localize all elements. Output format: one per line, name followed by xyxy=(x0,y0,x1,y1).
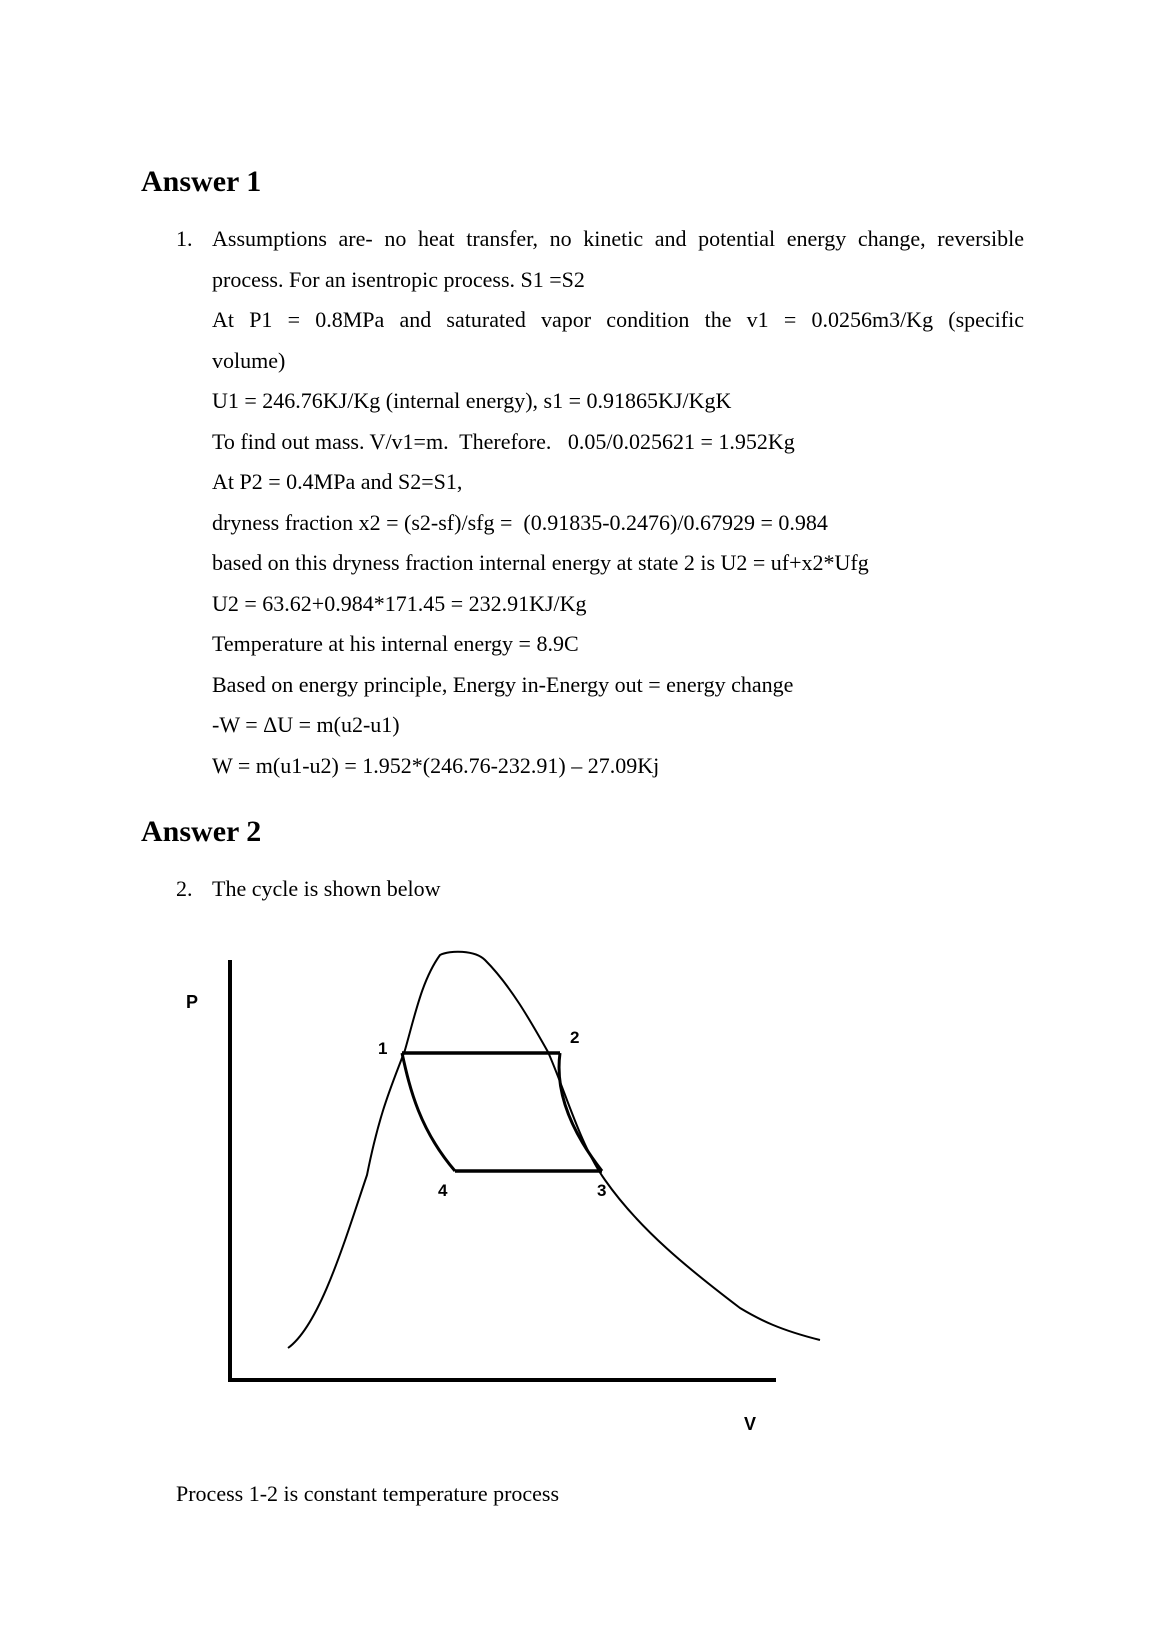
answer-1-line: based on this dryness fraction internal energy at state 2 is U2 = uf+x2*Ufg xyxy=(212,550,869,575)
answer-1-line: At P1 = 0.8MPa and saturated vapor condition the v1 = 0.0256m3/Kg (specific xyxy=(212,307,1024,332)
caption-text: Process 1-2 is constant temperature process xyxy=(176,1481,560,1506)
state-label-2: 2 xyxy=(570,1028,580,1047)
answer-1-line: At P2 = 0.4MPa and S2=S1, xyxy=(212,469,463,494)
pv-diagram xyxy=(170,930,830,1450)
axis-label-v: V xyxy=(744,1414,757,1434)
answer-2-heading: Answer 2 xyxy=(141,815,262,848)
answer-1-line: W = m(u1-u2) = 1.952*(246.76-232.91) – 27.09Kj xyxy=(212,752,660,778)
list-number-1: 1. xyxy=(176,226,193,251)
answer-1-line: -W = ΔU = m(u2-u1) xyxy=(212,712,400,737)
list-number-2: 2. xyxy=(176,876,193,901)
state-label-3: 3 xyxy=(597,1181,607,1200)
answer-1-line: U2 = 63.62+0.984*171.45 = 232.91KJ/Kg xyxy=(212,590,587,616)
answer-1-line: dryness fraction x2 = (s2-sf)/sfg = (0.91835-0.2476)/0.67929 = 0.984 xyxy=(212,509,828,535)
answer-1-heading: Answer 1 xyxy=(141,165,262,198)
answer-2-intro-text: The cycle is shown below xyxy=(212,876,441,901)
answer-1-line: Assumptions are- no heat transfer, no kinetic and potential energy change, reversible xyxy=(212,226,1024,251)
answer-1-line: Temperature at his internal energy = 8.9C xyxy=(212,631,579,656)
process-4-1-curve xyxy=(402,1053,455,1171)
axis-label-p: P xyxy=(186,992,199,1012)
answer-1-line: process. For an isentropic process. S1 =S2 xyxy=(212,266,585,292)
answer-1-line: Based on energy principle, Energy in-Energy out = energy change xyxy=(212,671,794,697)
answer-2-intro xyxy=(212,869,1024,910)
process-2-3-curve xyxy=(559,1053,602,1171)
saturation-dome xyxy=(288,952,820,1348)
state-label-1: 1 xyxy=(378,1039,388,1058)
answer-1-line: volume) xyxy=(212,347,286,373)
answer-1-line: To find out mass. V/v1=m. Therefore. 0.05/0.025621 = 1.952Kg xyxy=(212,428,795,454)
state-label-4: 4 xyxy=(438,1181,448,1200)
answer-1-line: U1 = 246.76KJ/Kg (internal energy), s1 = 0.91865KJ/KgK xyxy=(212,388,732,413)
answer-1-body xyxy=(212,219,1024,786)
